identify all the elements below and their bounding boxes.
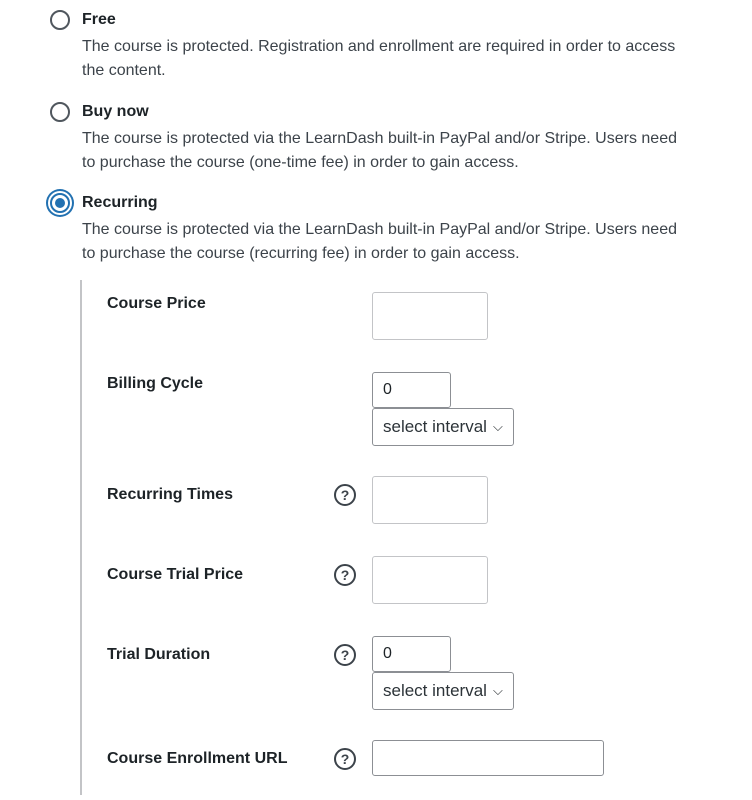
- course-enrollment-url-help-icon[interactable]: ?: [334, 748, 356, 770]
- course-price-input[interactable]: [372, 292, 488, 340]
- option-recurring-title: Recurring: [82, 194, 158, 211]
- option-buy-now-description: The course is protected via the LearnDash built-in PayPal and/or Stripe. Users need to purchase the course (one-time fee) in order to gain access.: [82, 130, 677, 171]
- chevron-down-icon: ⌵: [492, 683, 503, 698]
- trial-duration-interval-select[interactable]: [372, 672, 514, 710]
- recurring-settings-panel: [80, 280, 720, 795]
- recurring-times-input[interactable]: [372, 476, 488, 524]
- course-enrollment-url-input[interactable]: [372, 740, 604, 776]
- trial-duration-input[interactable]: [372, 636, 451, 672]
- trial-duration-label: Trial Duration: [107, 646, 211, 663]
- course-enrollment-url-label: Course Enrollment URL: [107, 750, 288, 767]
- course-price-label: Course Price: [107, 295, 206, 312]
- option-free-description: The course is protected. Registration and enrollment are required in order to access the content.: [82, 38, 676, 79]
- option-free[interactable]: [50, 10, 710, 80]
- option-free-title: Free: [82, 11, 116, 28]
- recurring-times-help-icon[interactable]: ?: [334, 484, 356, 506]
- billing-cycle-interval-select[interactable]: [372, 408, 514, 446]
- option-buy-now-title: Buy now: [82, 103, 149, 120]
- trial-duration-help-icon[interactable]: ?: [334, 644, 356, 666]
- billing-cycle-label: Billing Cycle: [107, 375, 204, 392]
- option-buy-now[interactable]: [50, 102, 710, 172]
- billing-cycle-interval-value: select interval: [383, 417, 487, 436]
- radio-free[interactable]: [50, 10, 70, 30]
- radio-buy-now[interactable]: [50, 102, 70, 122]
- billing-cycle-input[interactable]: [372, 372, 451, 408]
- course-trial-price-label: Course Trial Price: [107, 566, 244, 583]
- course-trial-price-input[interactable]: [372, 556, 488, 604]
- radio-recurring[interactable]: [50, 193, 70, 213]
- course-trial-price-help-icon[interactable]: ?: [334, 564, 356, 586]
- option-recurring[interactable]: [50, 193, 710, 263]
- chevron-down-icon: ⌵: [492, 419, 503, 434]
- recurring-times-label: Recurring Times: [107, 486, 233, 503]
- option-recurring-description: The course is protected via the LearnDash built-in PayPal and/or Stripe. Users need to purchase the course (recurring fee) in order to gain access.: [82, 221, 677, 262]
- trial-duration-interval-value: select interval: [383, 681, 487, 700]
